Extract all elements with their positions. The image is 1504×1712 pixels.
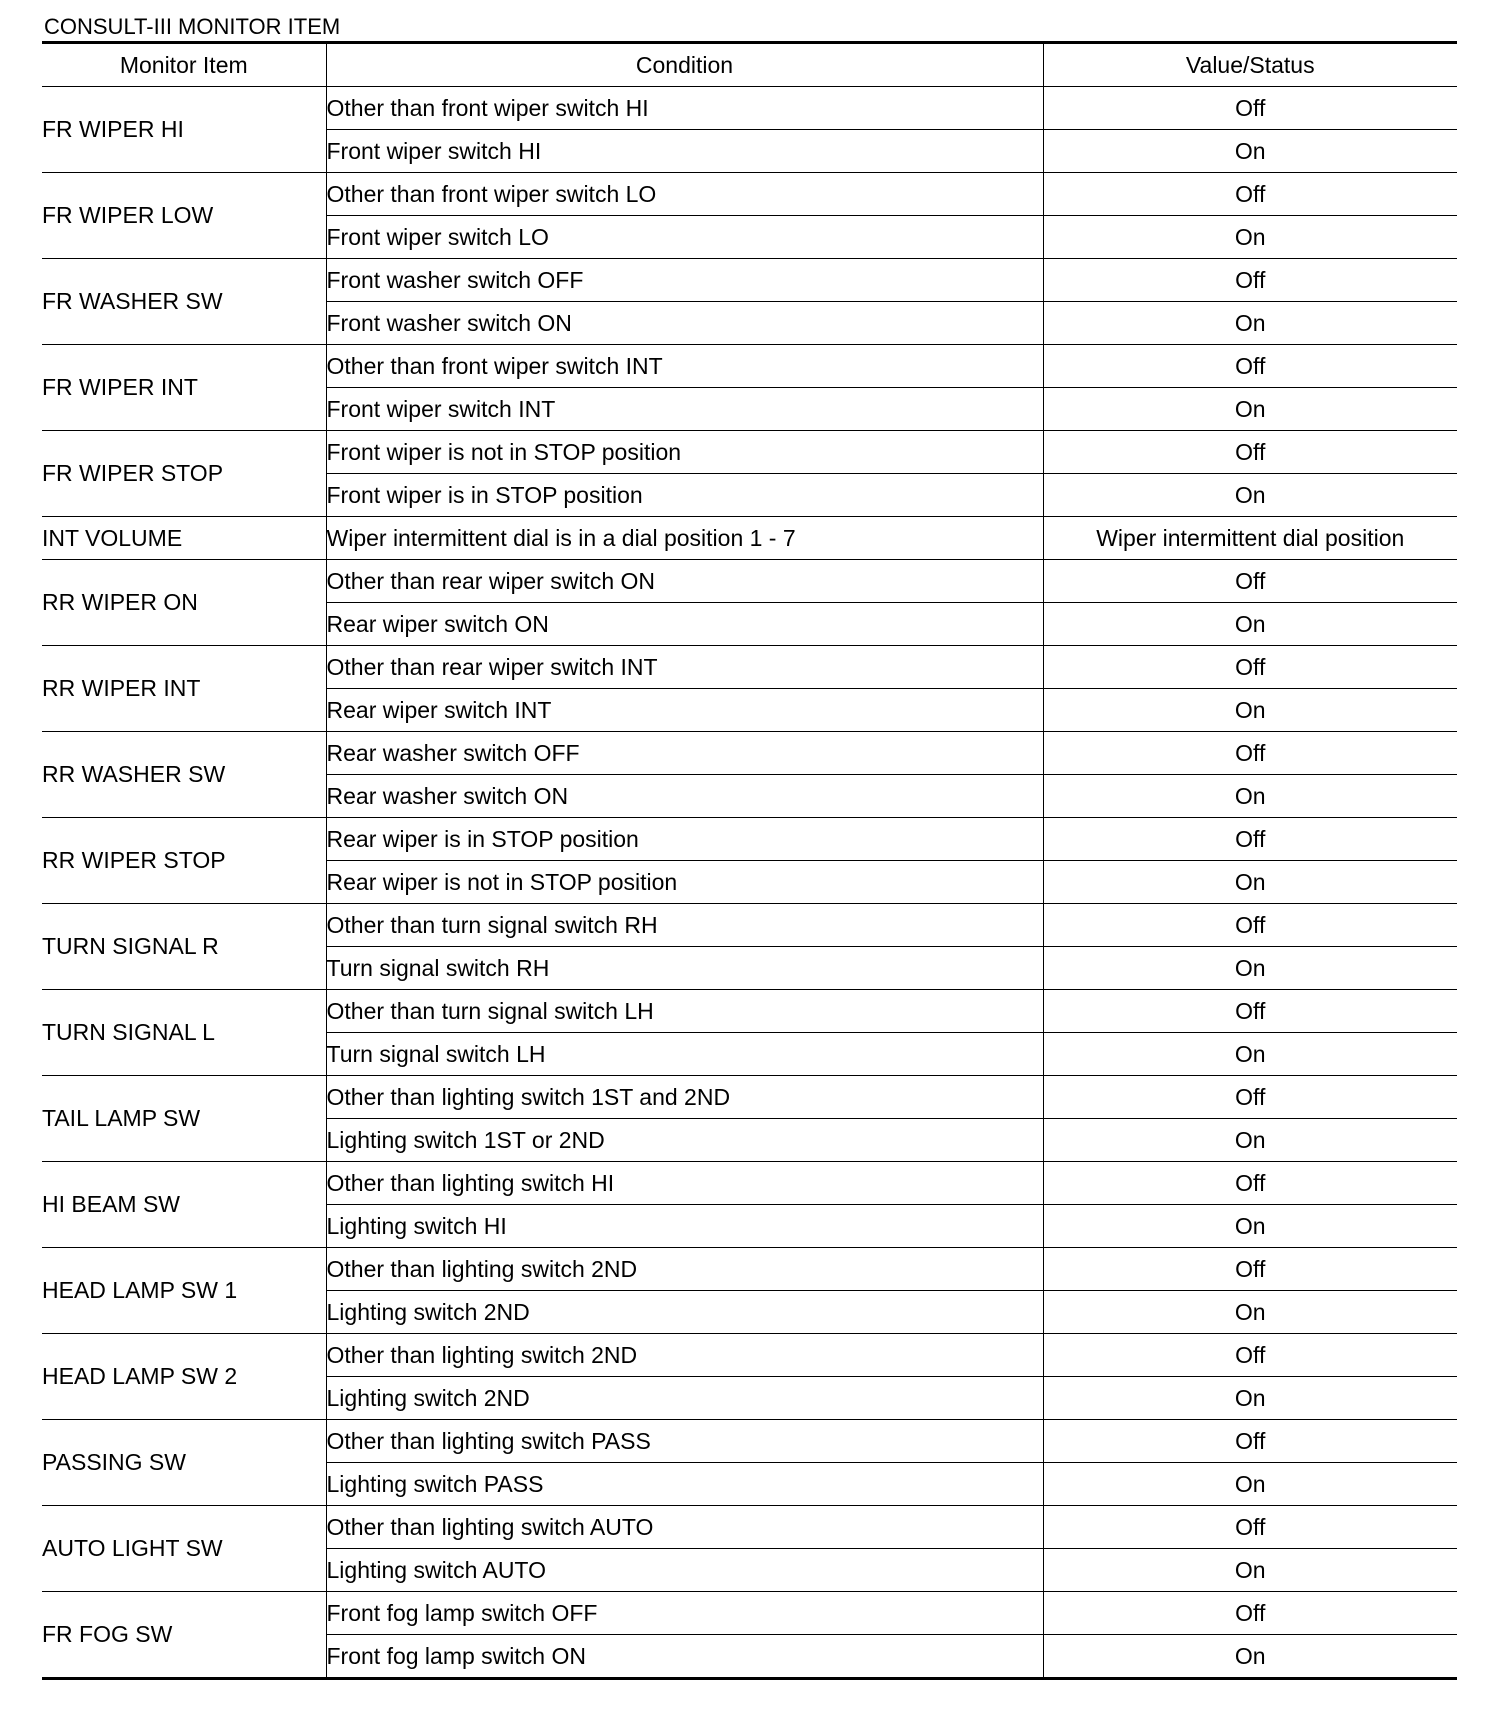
- condition-cell: Front washer switch ON: [326, 302, 1043, 345]
- condition-cell: Front wiper switch INT: [326, 388, 1043, 431]
- table-header: [42, 43, 1457, 87]
- table-row: [42, 1076, 1457, 1119]
- monitor-item-cell: RR WASHER SW: [42, 732, 326, 818]
- condition-cell: Lighting switch 2ND: [326, 1291, 1043, 1334]
- condition-cell: Front fog lamp switch ON: [326, 1635, 1043, 1679]
- table-row: [42, 1334, 1457, 1377]
- value-status-cell: Off: [1043, 259, 1457, 302]
- value-status-cell: Off: [1043, 560, 1457, 603]
- condition-cell: Other than turn signal switch LH: [326, 990, 1043, 1033]
- value-status-cell: Off: [1043, 904, 1457, 947]
- value-status-cell: On: [1043, 1549, 1457, 1592]
- table-row: [42, 173, 1457, 216]
- value-status-cell: On: [1043, 1205, 1457, 1248]
- table-row: [42, 990, 1457, 1033]
- condition-cell: Other than front wiper switch HI: [326, 87, 1043, 130]
- value-status-cell: Wiper intermittent dial position: [1043, 517, 1457, 560]
- value-status-cell: On: [1043, 689, 1457, 732]
- header-condition: Condition: [326, 43, 1043, 87]
- header-row: [42, 43, 1457, 87]
- condition-cell: Rear wiper is not in STOP position: [326, 861, 1043, 904]
- value-status-cell: On: [1043, 861, 1457, 904]
- value-status-cell: On: [1043, 775, 1457, 818]
- condition-cell: Other than turn signal switch RH: [326, 904, 1043, 947]
- condition-cell: Other than lighting switch HI: [326, 1162, 1043, 1205]
- value-status-cell: Off: [1043, 732, 1457, 775]
- monitor-item-cell: RR WIPER INT: [42, 646, 326, 732]
- condition-cell: Turn signal switch LH: [326, 1033, 1043, 1076]
- value-status-cell: Off: [1043, 646, 1457, 689]
- condition-cell: Lighting switch AUTO: [326, 1549, 1043, 1592]
- condition-cell: Other than rear wiper switch ON: [326, 560, 1043, 603]
- condition-cell: Wiper intermittent dial is in a dial position 1 - 7: [326, 517, 1043, 560]
- condition-cell: Front fog lamp switch OFF: [326, 1592, 1043, 1635]
- monitor-item-cell: AUTO LIGHT SW: [42, 1506, 326, 1592]
- condition-cell: Front wiper is not in STOP position: [326, 431, 1043, 474]
- table-row: [42, 732, 1457, 775]
- condition-cell: Rear wiper switch INT: [326, 689, 1043, 732]
- monitor-item-cell: RR WIPER ON: [42, 560, 326, 646]
- value-status-cell: On: [1043, 1119, 1457, 1162]
- value-status-cell: Off: [1043, 1420, 1457, 1463]
- condition-cell: Rear washer switch ON: [326, 775, 1043, 818]
- value-status-cell: On: [1043, 1291, 1457, 1334]
- monitor-item-cell: HI BEAM SW: [42, 1162, 326, 1248]
- value-status-cell: Off: [1043, 1334, 1457, 1377]
- monitor-item-cell: HEAD LAMP SW 2: [42, 1334, 326, 1420]
- value-status-cell: On: [1043, 603, 1457, 646]
- value-status-cell: Off: [1043, 1162, 1457, 1205]
- table-body: [42, 87, 1457, 1679]
- condition-cell: Rear washer switch OFF: [326, 732, 1043, 775]
- table-row: [42, 1162, 1457, 1205]
- table-row: [42, 517, 1457, 560]
- condition-cell: Rear wiper is in STOP position: [326, 818, 1043, 861]
- condition-cell: Other than front wiper switch LO: [326, 173, 1043, 216]
- monitor-item-cell: FR WIPER STOP: [42, 431, 326, 517]
- value-status-cell: On: [1043, 1377, 1457, 1420]
- value-status-cell: On: [1043, 1033, 1457, 1076]
- condition-cell: Front wiper is in STOP position: [326, 474, 1043, 517]
- condition-cell: Other than lighting switch AUTO: [326, 1506, 1043, 1549]
- monitor-item-cell: TAIL LAMP SW: [42, 1076, 326, 1162]
- value-status-cell: On: [1043, 388, 1457, 431]
- table-row: [42, 646, 1457, 689]
- monitor-item-cell: FR WASHER SW: [42, 259, 326, 345]
- value-status-cell: Off: [1043, 1592, 1457, 1635]
- condition-cell: Lighting switch 1ST or 2ND: [326, 1119, 1043, 1162]
- value-status-cell: On: [1043, 216, 1457, 259]
- table-row: [42, 259, 1457, 302]
- monitor-item-cell: TURN SIGNAL R: [42, 904, 326, 990]
- value-status-cell: Off: [1043, 173, 1457, 216]
- condition-cell: Front wiper switch HI: [326, 130, 1043, 173]
- monitor-item-cell: FR WIPER INT: [42, 345, 326, 431]
- monitor-item-cell: FR FOG SW: [42, 1592, 326, 1679]
- value-status-cell: Off: [1043, 1506, 1457, 1549]
- condition-cell: Other than lighting switch 2ND: [326, 1334, 1043, 1377]
- condition-cell: Other than rear wiper switch INT: [326, 646, 1043, 689]
- table-row: [42, 345, 1457, 388]
- monitor-item-table: [42, 41, 1457, 1680]
- monitor-item-cell: PASSING SW: [42, 1420, 326, 1506]
- page-title: CONSULT-III MONITOR ITEM: [44, 14, 341, 39]
- table-row: [42, 1592, 1457, 1635]
- table-row: [42, 1506, 1457, 1549]
- value-status-cell: On: [1043, 947, 1457, 990]
- header-monitor-item: Monitor Item: [42, 43, 326, 87]
- value-status-cell: On: [1043, 130, 1457, 173]
- table-row: [42, 87, 1457, 130]
- table-row: [42, 1420, 1457, 1463]
- value-status-cell: Off: [1043, 818, 1457, 861]
- value-status-cell: On: [1043, 474, 1457, 517]
- table-row: [42, 431, 1457, 474]
- table-row: [42, 560, 1457, 603]
- table-row: [42, 904, 1457, 947]
- monitor-item-cell: RR WIPER STOP: [42, 818, 326, 904]
- monitor-item-cell: INT VOLUME: [42, 517, 326, 560]
- value-status-cell: On: [1043, 1635, 1457, 1679]
- condition-cell: Lighting switch 2ND: [326, 1377, 1043, 1420]
- condition-cell: Front wiper switch LO: [326, 216, 1043, 259]
- value-status-cell: Off: [1043, 87, 1457, 130]
- condition-cell: Turn signal switch RH: [326, 947, 1043, 990]
- table-row: [42, 1248, 1457, 1291]
- value-status-cell: Off: [1043, 431, 1457, 474]
- table-row: [42, 818, 1457, 861]
- header-value-status: Value/Status: [1043, 43, 1457, 87]
- value-status-cell: On: [1043, 302, 1457, 345]
- condition-cell: Lighting switch PASS: [326, 1463, 1043, 1506]
- value-status-cell: Off: [1043, 345, 1457, 388]
- condition-cell: Other than front wiper switch INT: [326, 345, 1043, 388]
- condition-cell: Rear wiper switch ON: [326, 603, 1043, 646]
- monitor-item-cell: FR WIPER HI: [42, 87, 326, 173]
- monitor-item-cell: TURN SIGNAL L: [42, 990, 326, 1076]
- monitor-item-cell: FR WIPER LOW: [42, 173, 326, 259]
- value-status-cell: Off: [1043, 1248, 1457, 1291]
- value-status-cell: Off: [1043, 990, 1457, 1033]
- monitor-item-cell: HEAD LAMP SW 1: [42, 1248, 326, 1334]
- value-status-cell: On: [1043, 1463, 1457, 1506]
- condition-cell: Other than lighting switch 1ST and 2ND: [326, 1076, 1043, 1119]
- condition-cell: Front washer switch OFF: [326, 259, 1043, 302]
- condition-cell: Lighting switch HI: [326, 1205, 1043, 1248]
- value-status-cell: Off: [1043, 1076, 1457, 1119]
- condition-cell: Other than lighting switch PASS: [326, 1420, 1043, 1463]
- condition-cell: Other than lighting switch 2ND: [326, 1248, 1043, 1291]
